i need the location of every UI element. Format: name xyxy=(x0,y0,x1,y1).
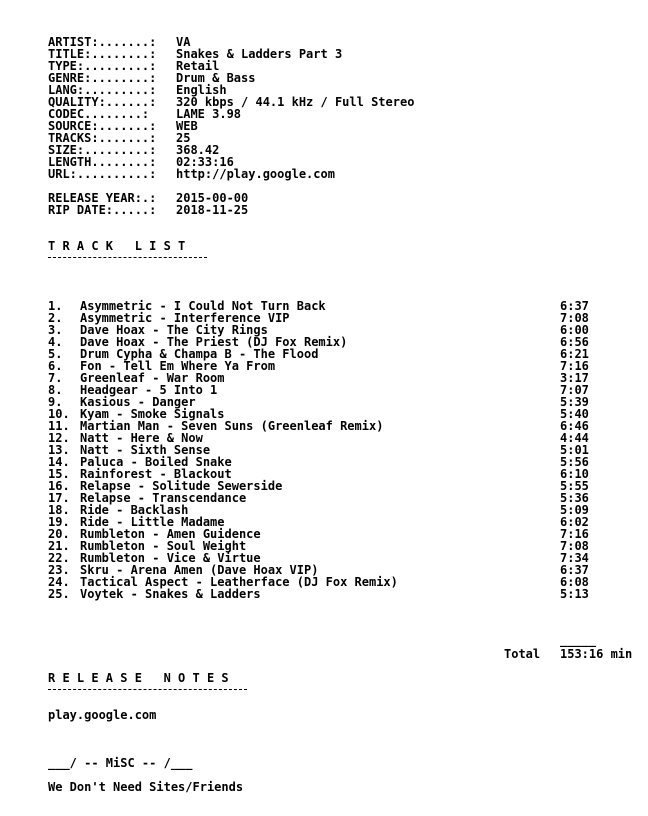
track-number: 6. xyxy=(48,359,63,373)
track-title: Voytek - Snakes & Ladders xyxy=(80,587,261,601)
track-duration: 6:00 xyxy=(560,323,589,337)
track-duration: 3:17 xyxy=(560,371,589,385)
info-key: QUALITY:......: xyxy=(48,95,157,109)
track-duration: 6:56 xyxy=(560,335,589,349)
track-number: 9. xyxy=(48,395,63,409)
track-title: Greenleaf - War Room xyxy=(80,371,225,385)
release-key: RIP DATE:.....: xyxy=(48,203,157,217)
track-number: 15. xyxy=(48,467,70,481)
track-duration: 5:13 xyxy=(560,587,589,601)
track-number: 22. xyxy=(48,551,70,565)
track-duration: 7:08 xyxy=(560,311,589,325)
info-value: 320 kbps / 44.1 kHz / Full Stereo xyxy=(176,95,415,109)
info-key: GENRE:........: xyxy=(48,71,157,85)
track-number: 11. xyxy=(48,419,70,433)
track-title: Kyam - Smoke Signals xyxy=(80,407,225,421)
info-value: 02:33:16 xyxy=(176,155,234,169)
track-title: Rumbleton - Soul Weight xyxy=(80,539,247,553)
release-notes-heading: R E L E A S E N O T E S xyxy=(48,671,229,685)
track-number: 10. xyxy=(48,407,70,421)
track-duration: 5:39 xyxy=(560,395,589,409)
track-title: Natt - Here & Now xyxy=(80,431,203,445)
info-key: TYPE:.........: xyxy=(48,59,157,73)
misc-divider: ___/ -- MiSC -- /___ xyxy=(48,756,193,770)
track-title: Dave Hoax - The City Rings xyxy=(80,323,268,337)
info-value: http://play.google.com xyxy=(176,167,335,181)
info-key: TRACKS:.......: xyxy=(48,131,157,145)
track-title: Paluca - Boiled Snake xyxy=(80,455,232,469)
track-duration: 6:08 xyxy=(560,575,589,589)
track-duration: 7:34 xyxy=(560,551,589,565)
track-duration: 6:02 xyxy=(560,515,589,529)
track-number: 20. xyxy=(48,527,70,541)
track-number: 16. xyxy=(48,479,70,493)
track-number: 19. xyxy=(48,515,70,529)
track-title: Dave Hoax - The Priest (DJ Fox Remix) xyxy=(80,335,348,349)
total-value: 153:16 min xyxy=(560,647,633,661)
info-value: LAME 3.98 xyxy=(176,107,242,121)
track-title: Ride - Backlash xyxy=(80,503,189,517)
release-notes-text: play.google.com xyxy=(48,708,157,722)
track-title: Tactical Aspect - Leatherface (DJ Fox Remix) xyxy=(80,575,398,589)
track-number: 14. xyxy=(48,455,70,469)
track-duration: 7:07 xyxy=(560,383,589,397)
info-key: TITLE:........: xyxy=(48,47,157,61)
track-number: 21. xyxy=(48,539,70,553)
info-value: Retail xyxy=(176,59,220,73)
track-number: 4. xyxy=(48,335,63,349)
track-title: Drum Cypha & Champa B - The Flood xyxy=(80,347,319,361)
track-number: 5. xyxy=(48,347,63,361)
info-key: CODEC........: xyxy=(48,107,150,121)
track-title: Rumbleton - Vice & Virtue xyxy=(80,551,261,565)
tracklist-heading-underline xyxy=(48,257,207,258)
track-number: 2. xyxy=(48,311,63,325)
info-value: 368.42 xyxy=(176,143,220,157)
track-number: 1. xyxy=(48,299,63,313)
track-title: Skru - Arena Amen (Dave Hoax VIP) xyxy=(80,563,319,577)
track-duration: 5:01 xyxy=(560,443,589,457)
track-title: Martian Man - Seven Suns (Greenleaf Remix) xyxy=(80,419,384,433)
track-number: 24. xyxy=(48,575,70,589)
track-duration: 4:44 xyxy=(560,431,589,445)
info-value: Snakes & Ladders Part 3 xyxy=(176,47,343,61)
track-number: 23. xyxy=(48,563,70,577)
track-duration: 5:36 xyxy=(560,491,589,505)
track-number: 17. xyxy=(48,491,70,505)
track-title: Kasious - Danger xyxy=(80,395,196,409)
track-title: Asymmetric - Interference VIP xyxy=(80,311,290,325)
track-number: 25. xyxy=(48,587,70,601)
track-number: 8. xyxy=(48,383,63,397)
info-key: ARTIST:.......: xyxy=(48,35,157,49)
track-title: Relapse - Solitude Sewerside xyxy=(80,479,283,493)
track-duration: 6:21 xyxy=(560,347,589,361)
track-duration: 6:37 xyxy=(560,299,589,313)
track-duration: 5:09 xyxy=(560,503,589,517)
info-value: English xyxy=(176,83,227,97)
track-duration: 7:08 xyxy=(560,539,589,553)
track-number: 7. xyxy=(48,371,63,385)
track-number: 12. xyxy=(48,431,70,445)
track-duration: 5:40 xyxy=(560,407,589,421)
track-title: Fon - Tell Em Where Ya From xyxy=(80,359,276,373)
track-duration: 5:56 xyxy=(560,455,589,469)
total-label: Total xyxy=(504,647,541,661)
track-number: 13. xyxy=(48,443,70,457)
track-duration: 6:10 xyxy=(560,467,589,481)
info-key: LENGTH........: xyxy=(48,155,157,169)
total-rule: _____ xyxy=(560,633,597,647)
track-duration: 5:55 xyxy=(560,479,589,493)
release-key: RELEASE YEAR:.: xyxy=(48,191,157,205)
track-row xyxy=(48,588,608,600)
release-value: 2015-00-00 xyxy=(176,191,249,205)
track-title: Rumbleton - Amen Guidence xyxy=(80,527,261,541)
misc-text: We Don't Need Sites/Friends xyxy=(48,780,244,794)
release-value: 2018-11-25 xyxy=(176,203,249,217)
release-notes-underline xyxy=(48,689,247,690)
track-title: Natt - Sixth Sense xyxy=(80,443,211,457)
track-number: 3. xyxy=(48,323,63,337)
track-title: Ride - Little Madame xyxy=(80,515,225,529)
track-title: Asymmetric - I Could Not Turn Back xyxy=(80,299,326,313)
info-key: LANG:.........: xyxy=(48,83,157,97)
track-title: Headgear - 5 Into 1 xyxy=(80,383,218,397)
track-title: Rainforest - Blackout xyxy=(80,467,232,481)
track-duration: 7:16 xyxy=(560,359,589,373)
info-key: SIZE:.........: xyxy=(48,143,157,157)
track-number: 18. xyxy=(48,503,70,517)
info-key: SOURCE:.......: xyxy=(48,119,157,133)
info-value: VA xyxy=(176,35,191,49)
track-title: Relapse - Transcendance xyxy=(80,491,247,505)
track-duration: 6:37 xyxy=(560,563,589,577)
tracklist-heading: T R A C K L I S T xyxy=(48,239,186,253)
info-value: Drum & Bass xyxy=(176,71,256,85)
info-key: URL:..........: xyxy=(48,167,157,181)
track-duration: 7:16 xyxy=(560,527,589,541)
track-duration: 6:46 xyxy=(560,419,589,433)
info-value: 25 xyxy=(176,131,191,145)
info-value: WEB xyxy=(176,119,198,133)
